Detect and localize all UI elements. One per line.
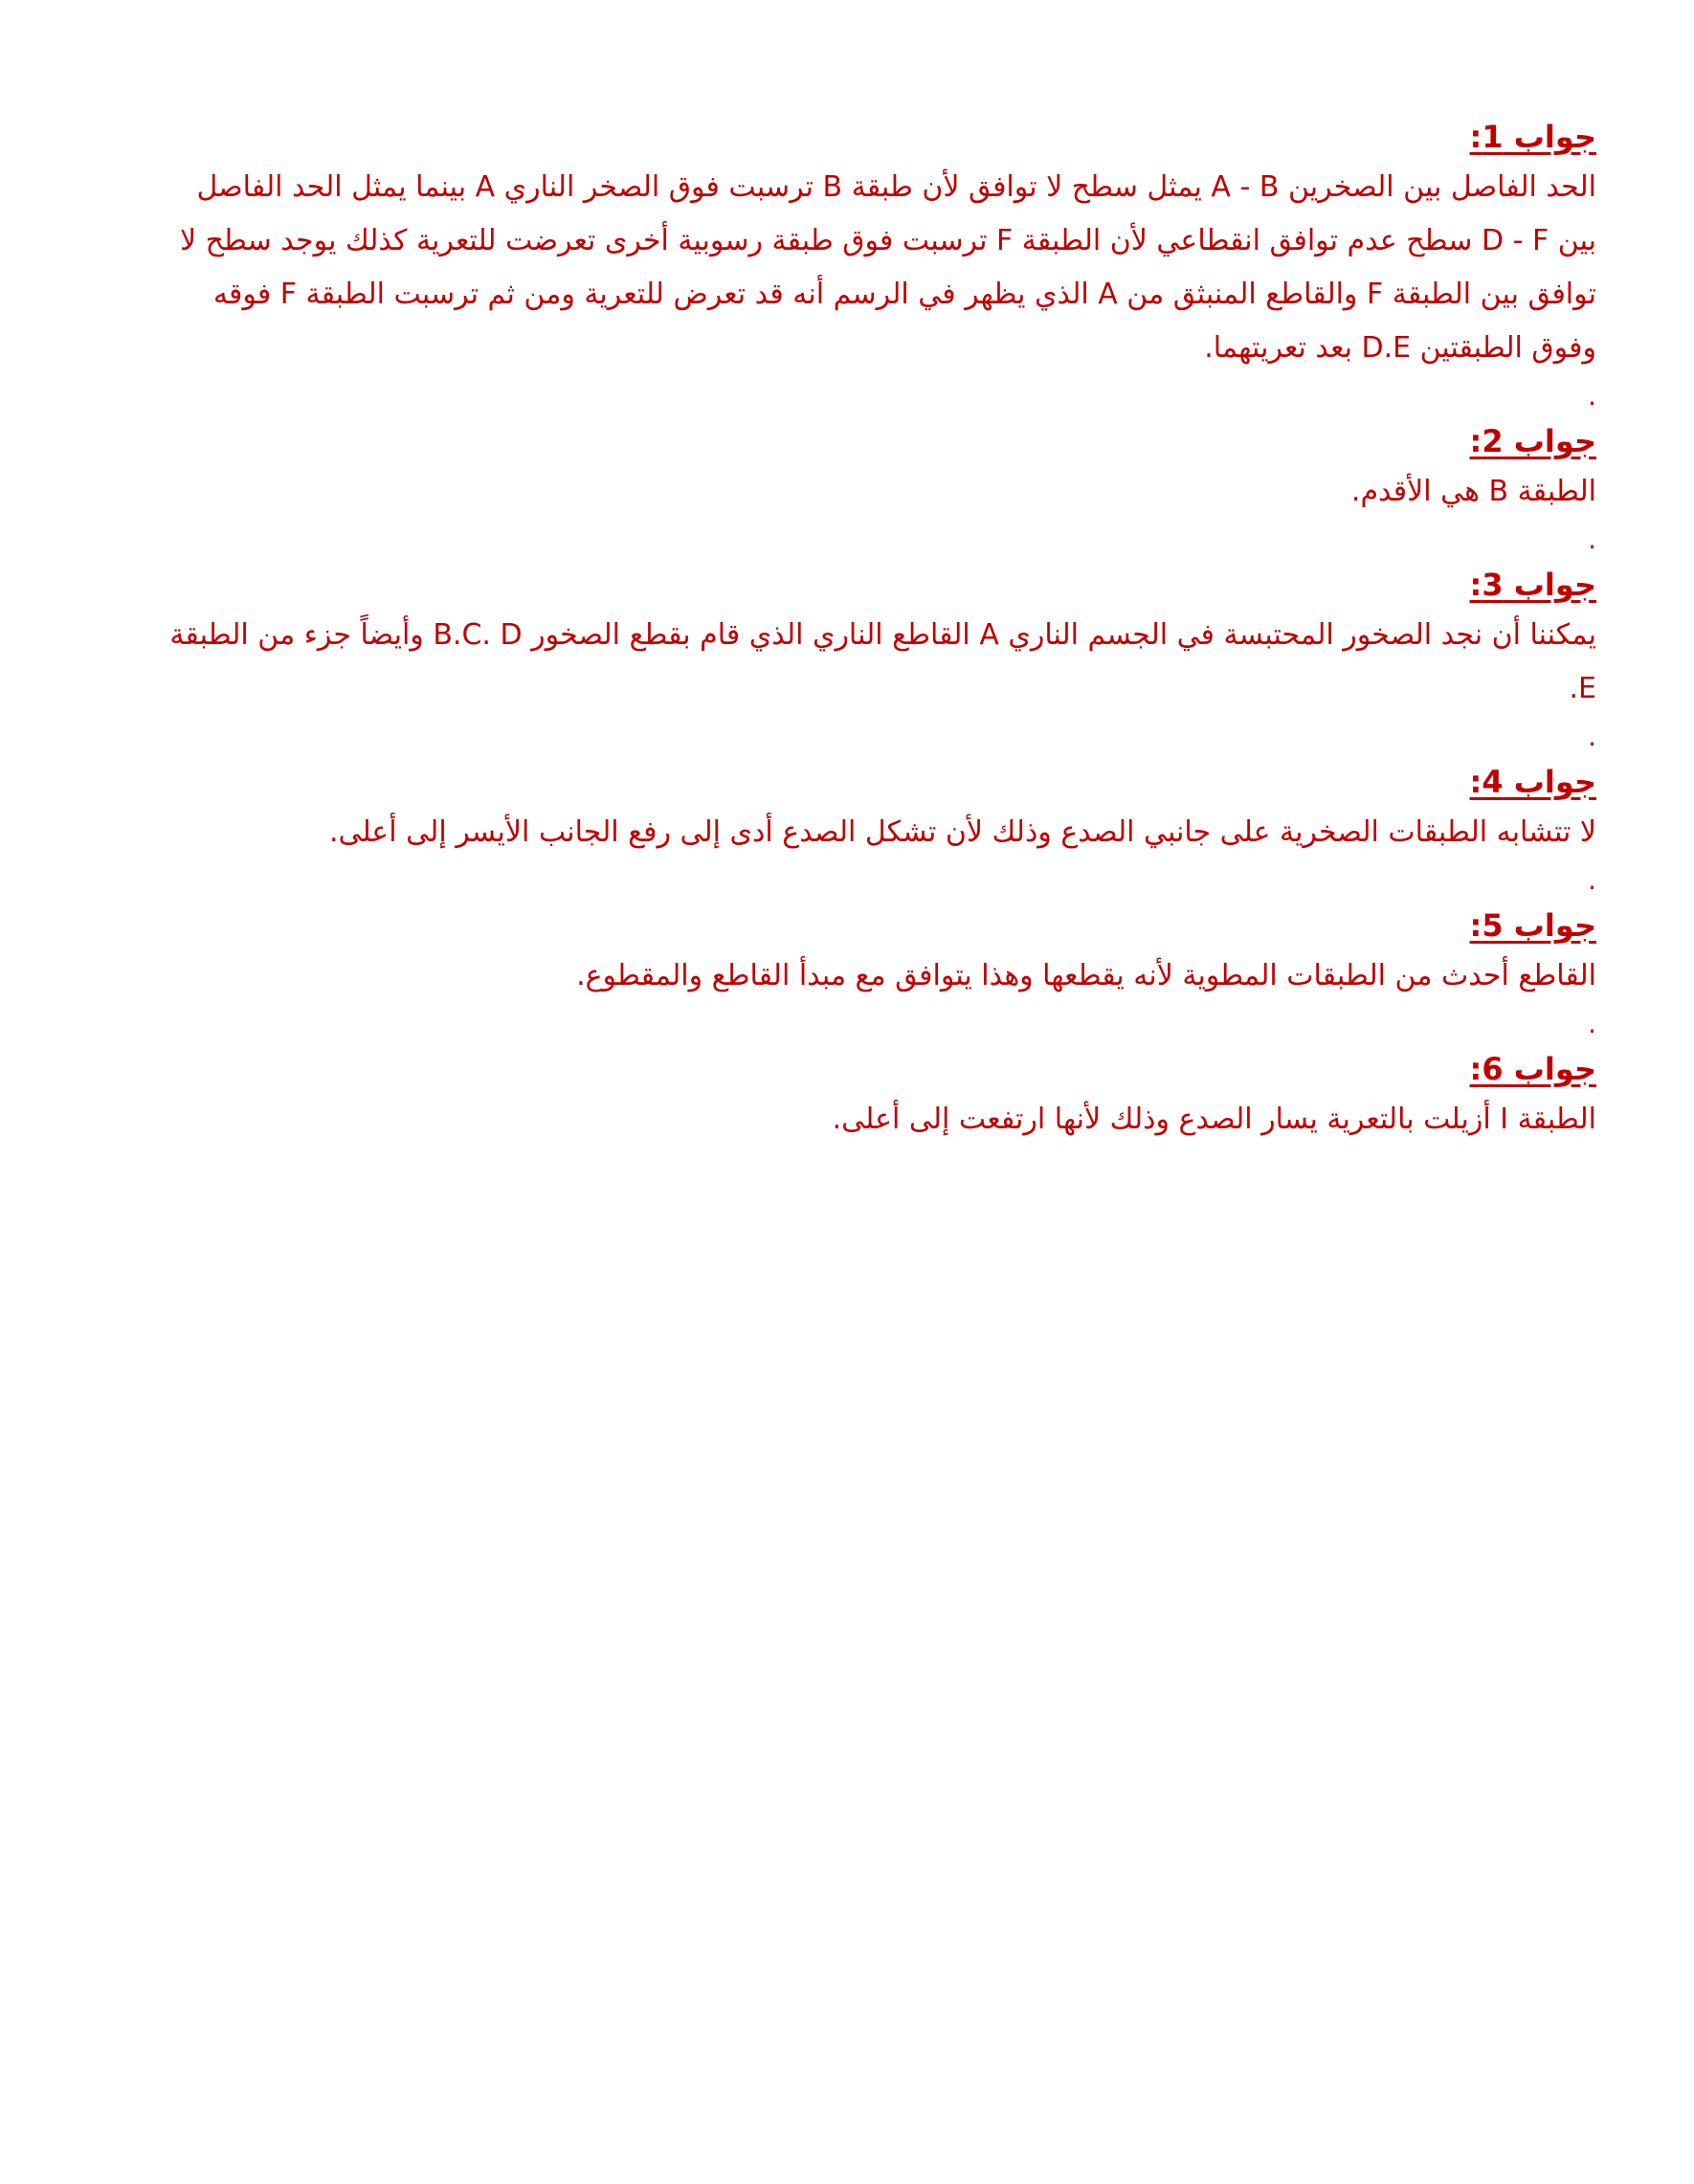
answer-3-title: جواب 3: [1469, 567, 1596, 603]
answer-2-body: الطبقة B هي الأقدم. [1350, 475, 1596, 508]
answer-3-separator: . [1588, 721, 1596, 752]
answer-1-body: الحد الفاصل بين الصخرين A - B يمثل سطح لا توافق لأن طبقة B ترسبت فوق الصخر الناري A بينما يمثل الحد الفاصل بين D - F سطح عدم توافق انقطاعي لأن الطبقة F ترسبت فوق طبقة رسوبية أخرى تعرضت للتعرية كذلك يوجد سطح لا توافق بين الطبقة F والقاطع المنبثق من A الذي يظهر في الرسم أنه قد تعرض للتعرية ومن ثم ترسبت الطبقة F فوقه وفوق الطبقتين D.E بعد تعريتهما. [180, 170, 1596, 365]
answer-1-separator: . [1588, 380, 1596, 412]
answer-6 [161, 1045, 1596, 1147]
answer-4-separator: . [1588, 864, 1596, 896]
answers-document [161, 113, 1596, 1147]
answer-2-title: جواب 2: [1469, 423, 1596, 459]
answer-4 [161, 758, 1596, 902]
answer-5 [161, 902, 1596, 1045]
answer-4-body: لا تتشابه الطبقات الصخرية على جانبي الصدع وذلك لأن تشكل الصدع أدى إلى رفع الجانب الأيسر إلى أعلى. [328, 815, 1596, 849]
answer-1 [161, 113, 1596, 417]
answer-2-separator: . [1588, 524, 1596, 555]
answer-2 [161, 417, 1596, 561]
answer-5-title: جواب 5: [1469, 907, 1596, 944]
answer-4-title: جواب 4: [1469, 764, 1596, 800]
answer-5-body: القاطع أحدث من الطبقات المطوية لأنه يقطعها وهذا يتوافق مع مبدأ القاطع والمقطوع. [576, 959, 1596, 992]
answer-1-title: جواب 1: [1469, 119, 1596, 155]
answer-6-body: الطبقة I أزيلت بالتعرية يسار الصدع وذلك لأنها ارتفعت إلى أعلى. [832, 1103, 1596, 1136]
answer-6-title: جواب 6: [1469, 1051, 1596, 1087]
answer-3 [161, 561, 1596, 758]
answer-3-body: يمكننا أن نجد الصخور المحتبسة في الجسم الناري A القاطع الناري الذي قام بقطع الصخور B.C. D وأيضاً جزء من الطبقة E. [169, 618, 1596, 705]
answer-5-separator: . [1588, 1008, 1596, 1039]
